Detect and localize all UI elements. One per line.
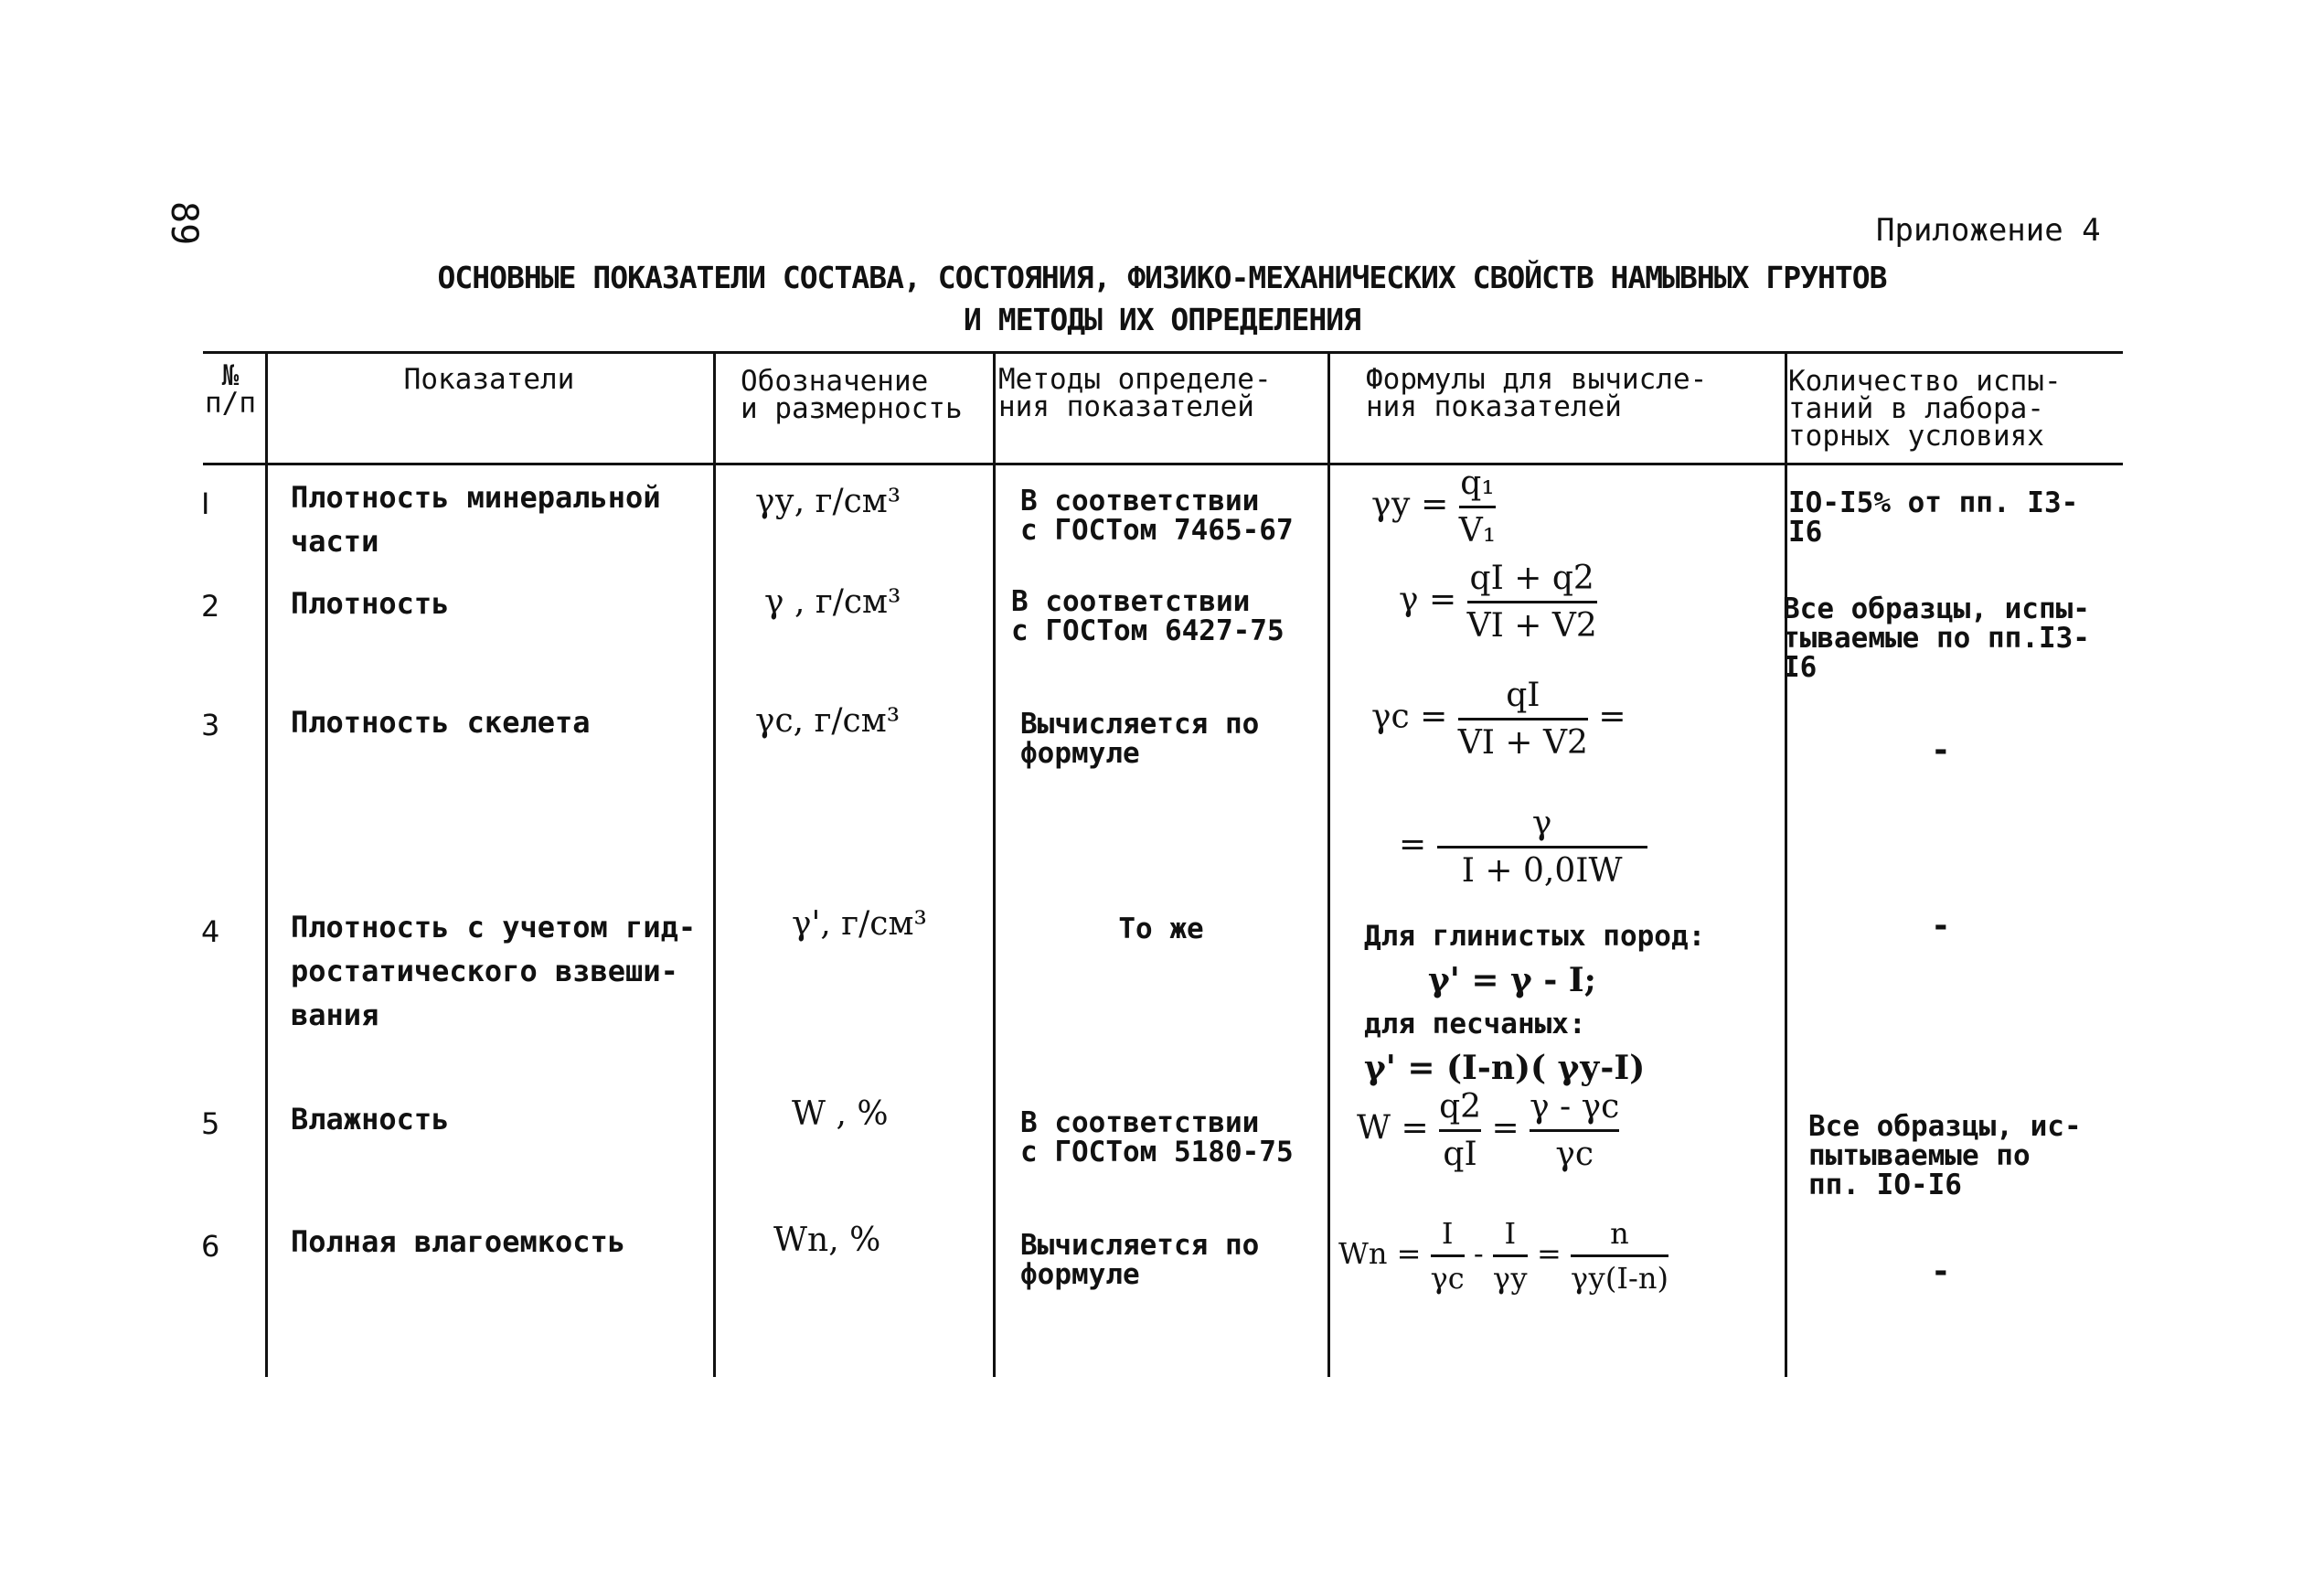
row3-method: Вычисляется по формуле — [1020, 708, 1260, 770]
row4-designation: γ', г/см³ — [792, 905, 927, 943]
row3-designation: γс, г/см³ — [755, 702, 901, 740]
row3-formula: γс = $\frac{qI}{VI + V2}$ = — [1371, 677, 1626, 762]
page-number: 89 — [163, 201, 205, 246]
row3-num: 3 — [201, 708, 220, 742]
row5-formula: W = $\frac{q2}{qI}$ = $\frac{\gamma - \gamma с}{\gamma с}$ — [1357, 1088, 1620, 1173]
row4-formula: Для глинистых пород: γ' = γ - I; для песчаных: γ' = (I-n)( γу-I) — [1364, 920, 1706, 1087]
col-divider-4 — [1327, 351, 1330, 1377]
col-divider-3 — [993, 351, 996, 1377]
row4-indicator: Плотность с учетом гид- ростатического взвеши- вания — [291, 910, 697, 1032]
row4-num: 4 — [201, 914, 220, 949]
header-methods: Методы определе- ния показателей — [998, 363, 1272, 423]
table-top-border — [203, 351, 2123, 354]
row1-method: В соответствии с ГОСТом 7465-67 — [1020, 485, 1294, 547]
col-divider-1 — [265, 351, 268, 1377]
appendix-label: Приложение 4 — [1876, 212, 2101, 249]
row2-method: В соответствии с ГОСТом 6427-75 — [1011, 585, 1285, 647]
header-indicator: Показатели — [403, 363, 575, 396]
document-title-line1: ОСНОВНЫЕ ПОКАЗАТЕЛИ СОСТАВА, СОСТОЯНИЯ, ФИЗИКО-МЕХАНИЧЕСКИХ СВОЙСТВ НАМЫВНЫХ ГРУНТОВ — [437, 260, 1887, 295]
row1-designation: γу, г/см³ — [755, 483, 901, 520]
row6-num: 6 — [201, 1229, 220, 1264]
col-divider-5 — [1785, 351, 1787, 1377]
row2-designation: γ , г/см³ — [764, 583, 901, 621]
header-bottom-border — [203, 463, 2123, 465]
row2-formula: γ = $\frac{qI + q2}{VI + V2}$ — [1399, 560, 1597, 645]
row5-num: 5 — [201, 1106, 220, 1141]
row1-formula: γу = $\frac{\text{q₁}}{\text{V₁}}$ — [1371, 464, 1497, 550]
document-title-line2: И МЕТОДЫ ИХ ОПРЕДЕЛЕНИЯ — [964, 302, 1360, 337]
row1-indicator: Плотность минеральной части — [291, 480, 661, 559]
row3-count: - — [1931, 731, 1951, 769]
row5-count: Все образцы, ис- пытываемые по пп. IO-I6 — [1808, 1110, 2082, 1201]
row6-indicator: Полная влагоемкость — [291, 1224, 626, 1259]
row3-indicator: Плотность скелета — [291, 705, 591, 740]
row6-count: - — [1931, 1253, 1951, 1290]
header-count: Количество испы- таний в лабора- торных условиях — [1788, 365, 2062, 453]
row6-designation: Wn, % — [773, 1222, 881, 1259]
row5-indicator: Влажность — [291, 1102, 450, 1137]
row2-indicator: Плотность — [291, 586, 450, 621]
row3-formula-cont: = $\frac{\gamma}{I + 0,0IW}$ — [1399, 805, 1647, 890]
row6-method: Вычисляется по формуле — [1020, 1229, 1260, 1291]
row1-count: IO-I5% от пп. I3- I6 — [1788, 486, 2079, 549]
row4-count: - — [1931, 907, 1951, 945]
row2-count: Все образцы, испы- тываемые по пп.I3- I6 — [1783, 592, 2090, 684]
col-divider-2 — [713, 351, 716, 1377]
row2-num: 2 — [201, 589, 220, 624]
row1-num: I — [201, 486, 210, 521]
header-designation: Обозначение и размерность — [741, 365, 963, 425]
header-num: № п/п — [205, 359, 256, 420]
row5-method: В соответствии с ГОСТом 5180-75 — [1020, 1106, 1294, 1169]
row5-designation: W , % — [792, 1095, 889, 1133]
row6-formula: Wn = $\frac{I}{\gamma с}$ - $\frac{I}{\gamma у}$ = $\frac{n}{\gamma у(I-n)}$ — [1338, 1216, 1668, 1296]
row4-method: То же — [1118, 913, 1204, 945]
header-formulas: Формулы для вычисле- ния показателей — [1366, 363, 1708, 423]
